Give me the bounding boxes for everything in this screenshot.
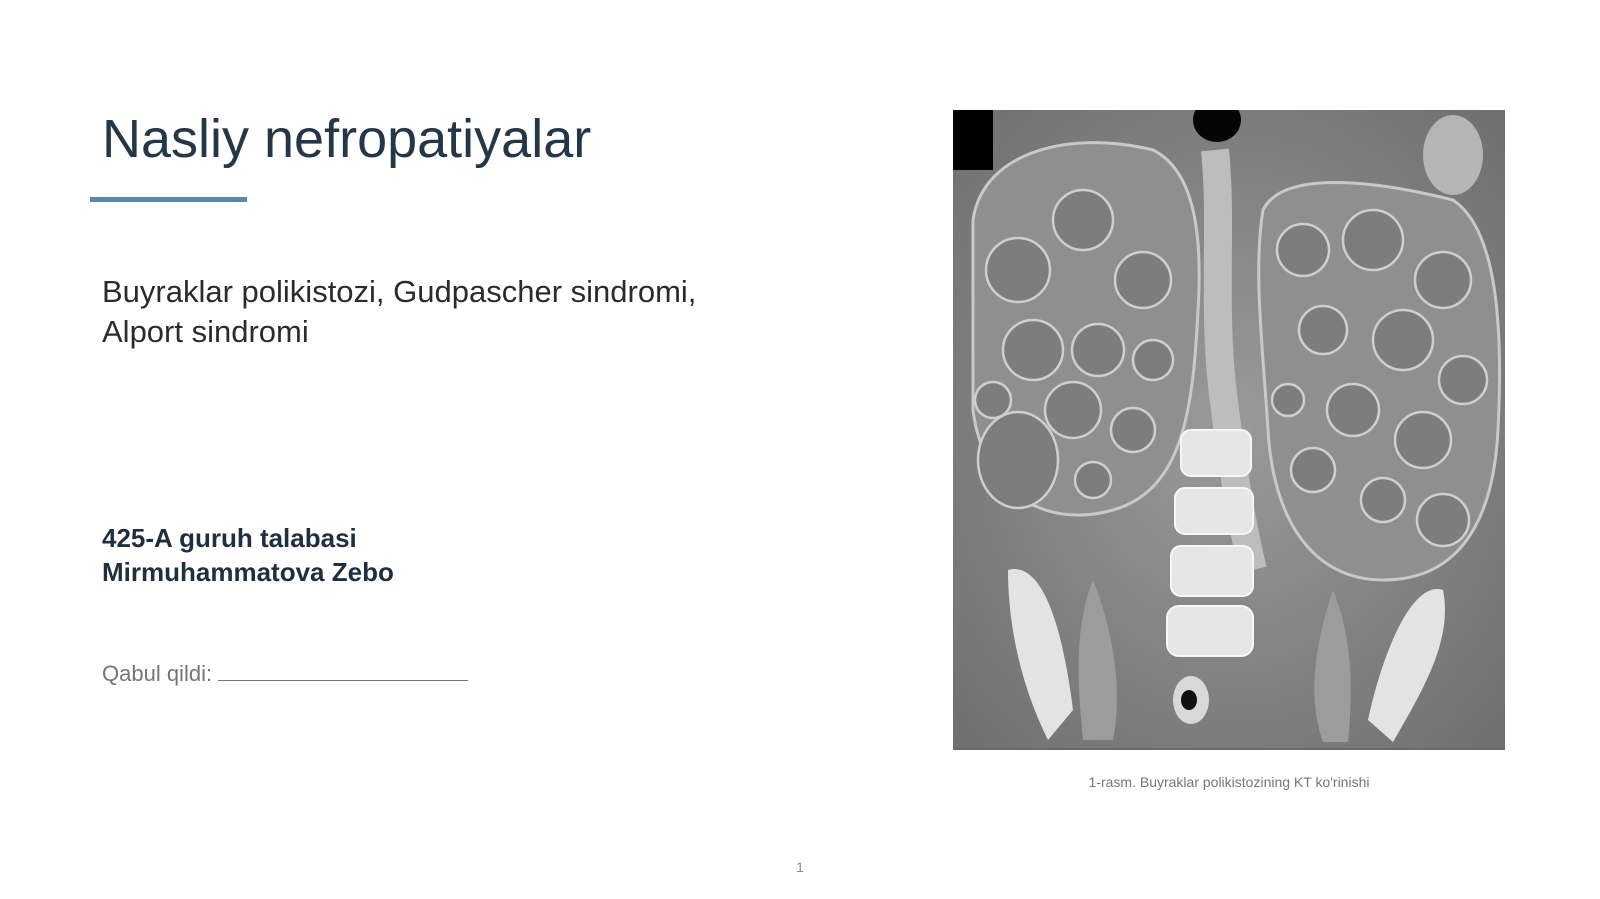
author-group: 425-A guruh talabasi [102,523,357,553]
title-accent-rule [90,197,247,202]
figure-caption: 1-rasm. Buyraklar polikistozining KT ko'rinishi [1088,774,1370,790]
slide-title: Nasliy nefropatiyalar [102,109,592,169]
subtitle-line-2: Alport sindromi [102,314,309,349]
ct-scan-image [953,110,1505,750]
author-block [102,521,394,589]
accepted-label: Qabul qildi: [102,661,213,686]
slide-subtitle [102,272,802,352]
author-name: Mirmuhammatova Zebo [102,557,394,587]
subtitle-line-1: Buyraklar polikistozi, Gudpascher sindromi, [102,274,697,309]
signature-line [218,660,468,681]
page-number: 1 [796,859,804,875]
ct-scan-illustration [953,110,1505,748]
accepted-by-field [102,660,468,687]
